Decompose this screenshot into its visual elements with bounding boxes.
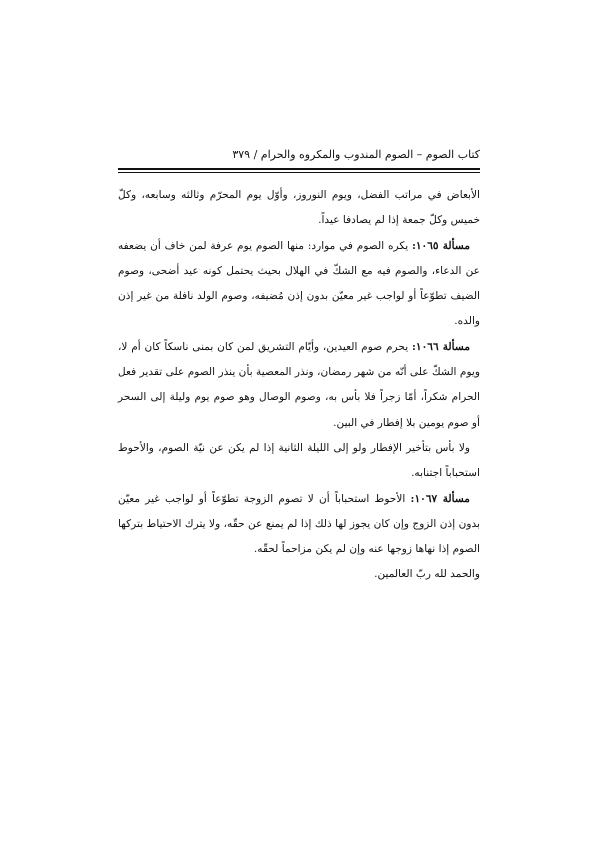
paragraph-text: ولا بأس بتأخير الإفطار ولو إلى الليلة الثانية إذا لم يكن عن نيّة الصوم، والأحوط استحباباً اجتنابه. bbox=[118, 441, 480, 480]
page bbox=[118, 148, 480, 588]
paragraph-text: يحرم صوم العيدين، وأيّام التشريق لمن كان بمنى ناسكاً كان أم لا، ويوم الشكّ على أنّه من شهر رمضان، ونذر المعصية بأن ينذر الصوم على تقدير فعل الحرام شكراً، أمّا زجراً فلا بأس به، وصوم الوصال وهو صوم يوم وليلة إلى السحر أو صوم يومين بلا إفطار في البين. bbox=[118, 340, 480, 429]
paragraph-text: الأبعاض في مراتب الفضل، ويوم النوروز، وأوّل يوم المحرّم وثالثه وسابعه، وكلّ خميس وكلّ جمعة إذا لم يصادفا عيداً. bbox=[118, 189, 480, 227]
issue-label: مسألة ١٠٦٧: bbox=[410, 492, 470, 505]
body-text bbox=[118, 183, 480, 588]
closing-line: والحمد لله ربّ العالمين. bbox=[374, 568, 480, 581]
paragraph-note bbox=[118, 436, 480, 487]
paragraph-text: الأحوط استحباباً أن لا تصوم الزوجة تطوّعاً أو لواجب غير معيّن بدون إذن الزوج وإن كان يجوز لها ذلك إذا لم يمنع عن حقّه، ولا يترك الاحتياط بتركها الصوم إذا نهاها زوجها عنه وإن لم يكن مزاحماً لحقّه. bbox=[118, 492, 480, 556]
issue-label: مسألة ١٠٦٦: bbox=[411, 340, 470, 353]
issue-label: مسألة ١٠٦٥: bbox=[411, 239, 470, 252]
running-header: كتاب الصوم – الصوم المندوب والمكروه والحرام / ٣٧٩ bbox=[232, 148, 480, 161]
header-rule bbox=[118, 168, 480, 173]
paragraph-text: يكره الصوم في موارد: منها الصوم يوم عرفة لمن خاف أن يضعفه عن الدعاء، والصوم فيه مع الشكّ في الهلال بحيث يحتمل كونه عيد أضحى، وصوم الضيف تطوّعاً أو لواجب غير معيّن بدون إذن مُضيفه، وصوم الولد نافلة من غير إذن والده. bbox=[118, 239, 480, 328]
issue-1067 bbox=[118, 487, 480, 563]
paragraph-continuation bbox=[118, 183, 480, 234]
issue-1066 bbox=[118, 335, 480, 436]
issue-1065 bbox=[118, 234, 480, 335]
